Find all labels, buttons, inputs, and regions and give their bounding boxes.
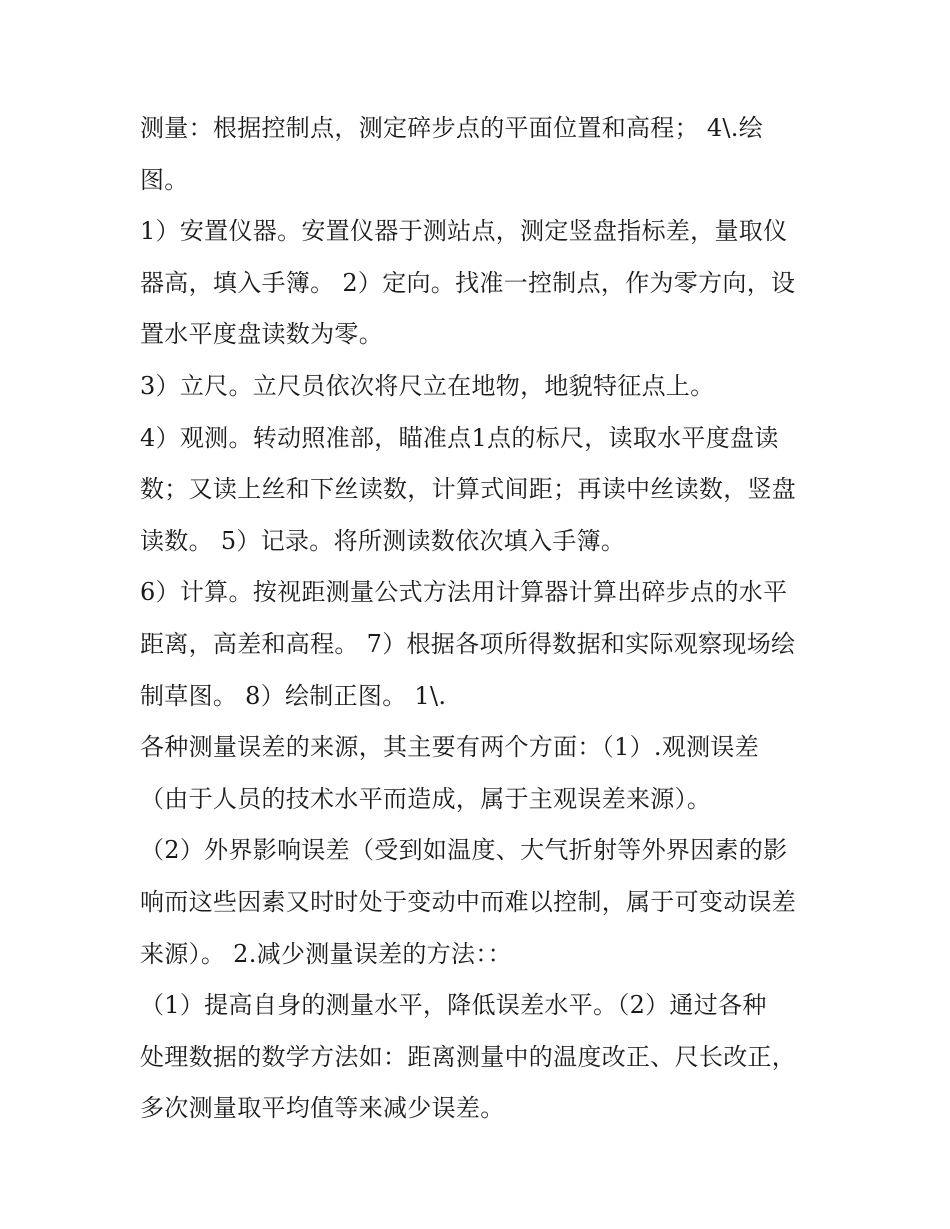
text-line: 1）安置仪器。安置仪器于测站点，测定竖盘指标差，量取仪 [140,217,788,246]
text-line: 测量：根据控制点，测定碎步点的平面位置和高程； 4\.绘 [140,114,764,142]
text-line: 距离，高差和高程。 7）根据各项所得数据和实际观察现场绘 [140,629,796,658]
text-line: 响而这些因素又时时处于变动中而难以控制，属于可变动误差 [140,887,797,916]
text-line: （1）提高自身的测量水平，降低误差水平。（2）通过各种 [140,991,767,1020]
text-line: 读数。 5）记录。将所测读数依次填入手簿。 [140,526,626,555]
text-line: 置水平度盘读数为零。 [140,320,383,349]
text-line: 制草图。 8）绘制正图。 1\. [140,681,447,710]
text-line: 3）立尺。立尺员依次将尺立在地物，地貌特征点上。 [140,371,715,400]
text-line: 处理数据的数学方法如：距离测量中的温度改正、尺长改正， [140,1042,797,1071]
text-line: 器高，填入手簿。 2）定向。找准一控制点，作为零方向，设 [140,268,796,297]
text-line: 各种测量误差的来源，其主要有两个方面：（1）.观测误差 [140,733,759,762]
text-line: 多次测量取平均值等来减少误差。 [140,1094,505,1123]
document-body [140,103,830,1135]
text-line: （由于人员的技术水平而造成，属于主观误差来源）。 [140,784,712,813]
text-line: 图。 [140,165,189,194]
text-line: 6）计算。按视距测量公式方法用计算器计算出碎步点的水平 [140,578,788,607]
text-line: 数；又读上丝和下丝读数，计算式间距；再读中丝读数，竖盘 [140,475,797,504]
text-line: 来源）。 2.减少测量误差的方法：： [140,939,512,968]
text-line: （2）外界影响误差（受到如温度、大气折射等外界因素的影 [140,836,788,865]
text-line: 4）观测。转动照准部，瞄准点1点的标尺，读取水平度盘读 [140,423,779,452]
